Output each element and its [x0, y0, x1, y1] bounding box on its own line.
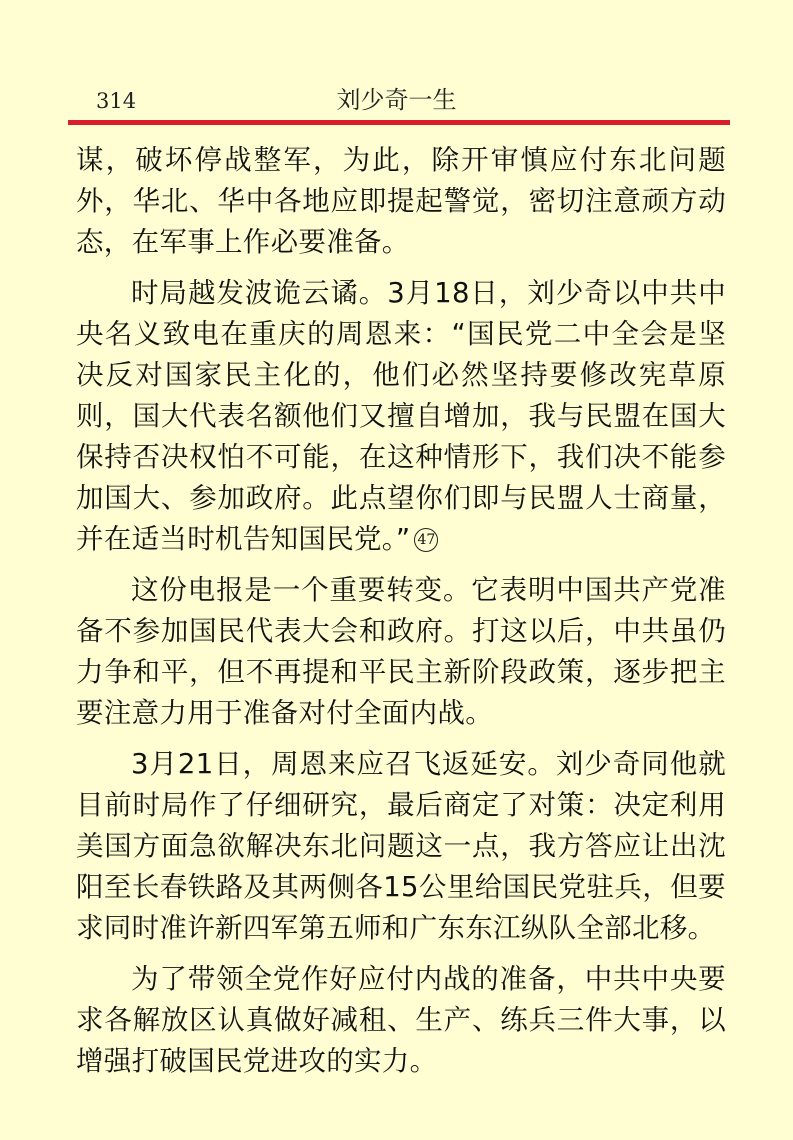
running-title: 刘少奇一生	[336, 86, 457, 114]
paragraph-4: 3月21日，周恩来应召飞返延安。刘少奇同他就目前时局作了仔细研究，最后商定了对策：决定利用美国方面急欲解决东北问题这一点，我方答应让出沈阳至长春铁路及其两侧各15公里给国民党驻兵，但要求同时准许新四军第五师和广东东江纵队全部北移。	[76, 748, 726, 944]
paragraph-2-text: 时局越发波诡云谲。3月18日，刘少奇以中共中央名义致电在重庆的周恩来：“国民党二中全会是坚决反对国家民主化的，他们必然坚持要修改宪草原则，国大代表名额他们又擅自增加，我与民盟在国大保持否决权怕不可能，在这种情形下，我们决不能参加国大、参加政府。此点望你们即与民盟人士商量，并在适当时机告知国民党。”	[76, 277, 726, 555]
paragraph-1: 谋，破坏停战整军，为此，除开审慎应付东北问题外，华北、华中各地应即提起警觉，密切注意顽方动态，在军事上作必要准备。	[76, 144, 726, 258]
paragraph-5: 为了带领全党作好应付内战的准备，中共中央要求各解放区认真做好减租、生产、练兵三件大事，以增强打破国民党进攻的实力。	[76, 963, 726, 1077]
paragraph-3: 这份电报是一个重要转变。它表明中国共产党准备不参加国民代表大会和政府。打这以后，中共虽仍力争和平，但不再提和平民主新阶段政策，逐步把主要注意力用于准备对付全面内战。	[76, 574, 726, 729]
header-rule	[68, 120, 730, 125]
footnote-marker: 47	[414, 528, 438, 552]
paragraph-2	[76, 273, 726, 560]
body-text	[76, 140, 726, 1092]
page-number: 314	[96, 89, 137, 113]
